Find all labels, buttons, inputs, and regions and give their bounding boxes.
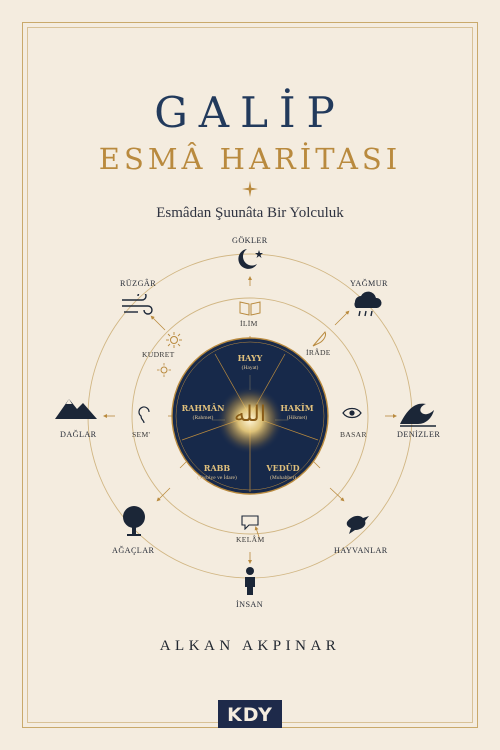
title-line-1: GALİP <box>154 88 346 137</box>
label-ilim: İLİM <box>240 319 258 328</box>
moon-star-icon <box>232 246 268 272</box>
author-name: ALKAN AKPINAR <box>159 638 341 654</box>
sun-small-icon <box>156 362 172 378</box>
label-kudret: KUDRET <box>142 350 175 359</box>
quill-icon <box>311 330 329 348</box>
label-kelam: KELÂM <box>236 535 265 544</box>
eye-icon <box>342 406 362 420</box>
book-icon <box>239 300 261 316</box>
segment-rabb-sub: (Terbiye ve İdare) <box>197 475 237 481</box>
speech-bubble-icon <box>240 514 260 530</box>
label-sem: SEM' <box>132 430 151 439</box>
label-gokler: GÖKLER <box>232 236 268 245</box>
label-basar: BASAR <box>340 430 367 439</box>
rain-cloud-icon <box>349 288 383 318</box>
segment-rahman-name: RAHMÂN <box>181 403 225 413</box>
label-insan: İNSAN <box>236 600 264 609</box>
bird-icon <box>343 508 375 536</box>
mountain-icon <box>55 395 97 421</box>
segment-vedud-name: VEDÛD <box>266 463 300 473</box>
segment-vedud-sub: (Muhabbet) <box>270 475 296 481</box>
segment-hakim-name: HAKÎM <box>280 403 314 413</box>
publisher-logo <box>218 700 282 728</box>
title-line-2: ESMÂ HARİTASI <box>98 142 402 176</box>
ear-icon <box>138 406 152 424</box>
subtitle: Esmâdan Şuunâta Bir Yolculuk <box>156 205 344 221</box>
allah-calligraphy: الله <box>234 402 266 427</box>
segment-hayy-sub: (Hayat) <box>241 365 259 371</box>
segment-rahman-sub: (Rahmet) <box>192 415 214 421</box>
label-denizler: DENİZLER <box>397 430 441 439</box>
sun-icon <box>166 332 182 348</box>
wave-icon <box>398 398 438 428</box>
label-ruzgar: RÜZGÂR <box>120 279 157 288</box>
segment-hayy-name: HAYY <box>237 353 263 363</box>
label-daglar: DAĞLAR <box>60 430 97 439</box>
tree-icon <box>118 505 150 537</box>
svg-text:KDY: KDY <box>227 704 273 726</box>
label-irade: İRÂDE <box>306 348 331 357</box>
segment-rabb-name: RABB <box>203 463 231 473</box>
person-icon <box>240 566 260 596</box>
label-yagmur: YAĞMUR <box>350 279 388 288</box>
wind-icon <box>120 294 154 316</box>
label-agaclar: AĞAÇLAR <box>112 546 155 555</box>
label-hayvanlar: HAYVANLAR <box>334 546 388 555</box>
segment-hakim-sub: (Hikmet) <box>286 415 308 421</box>
